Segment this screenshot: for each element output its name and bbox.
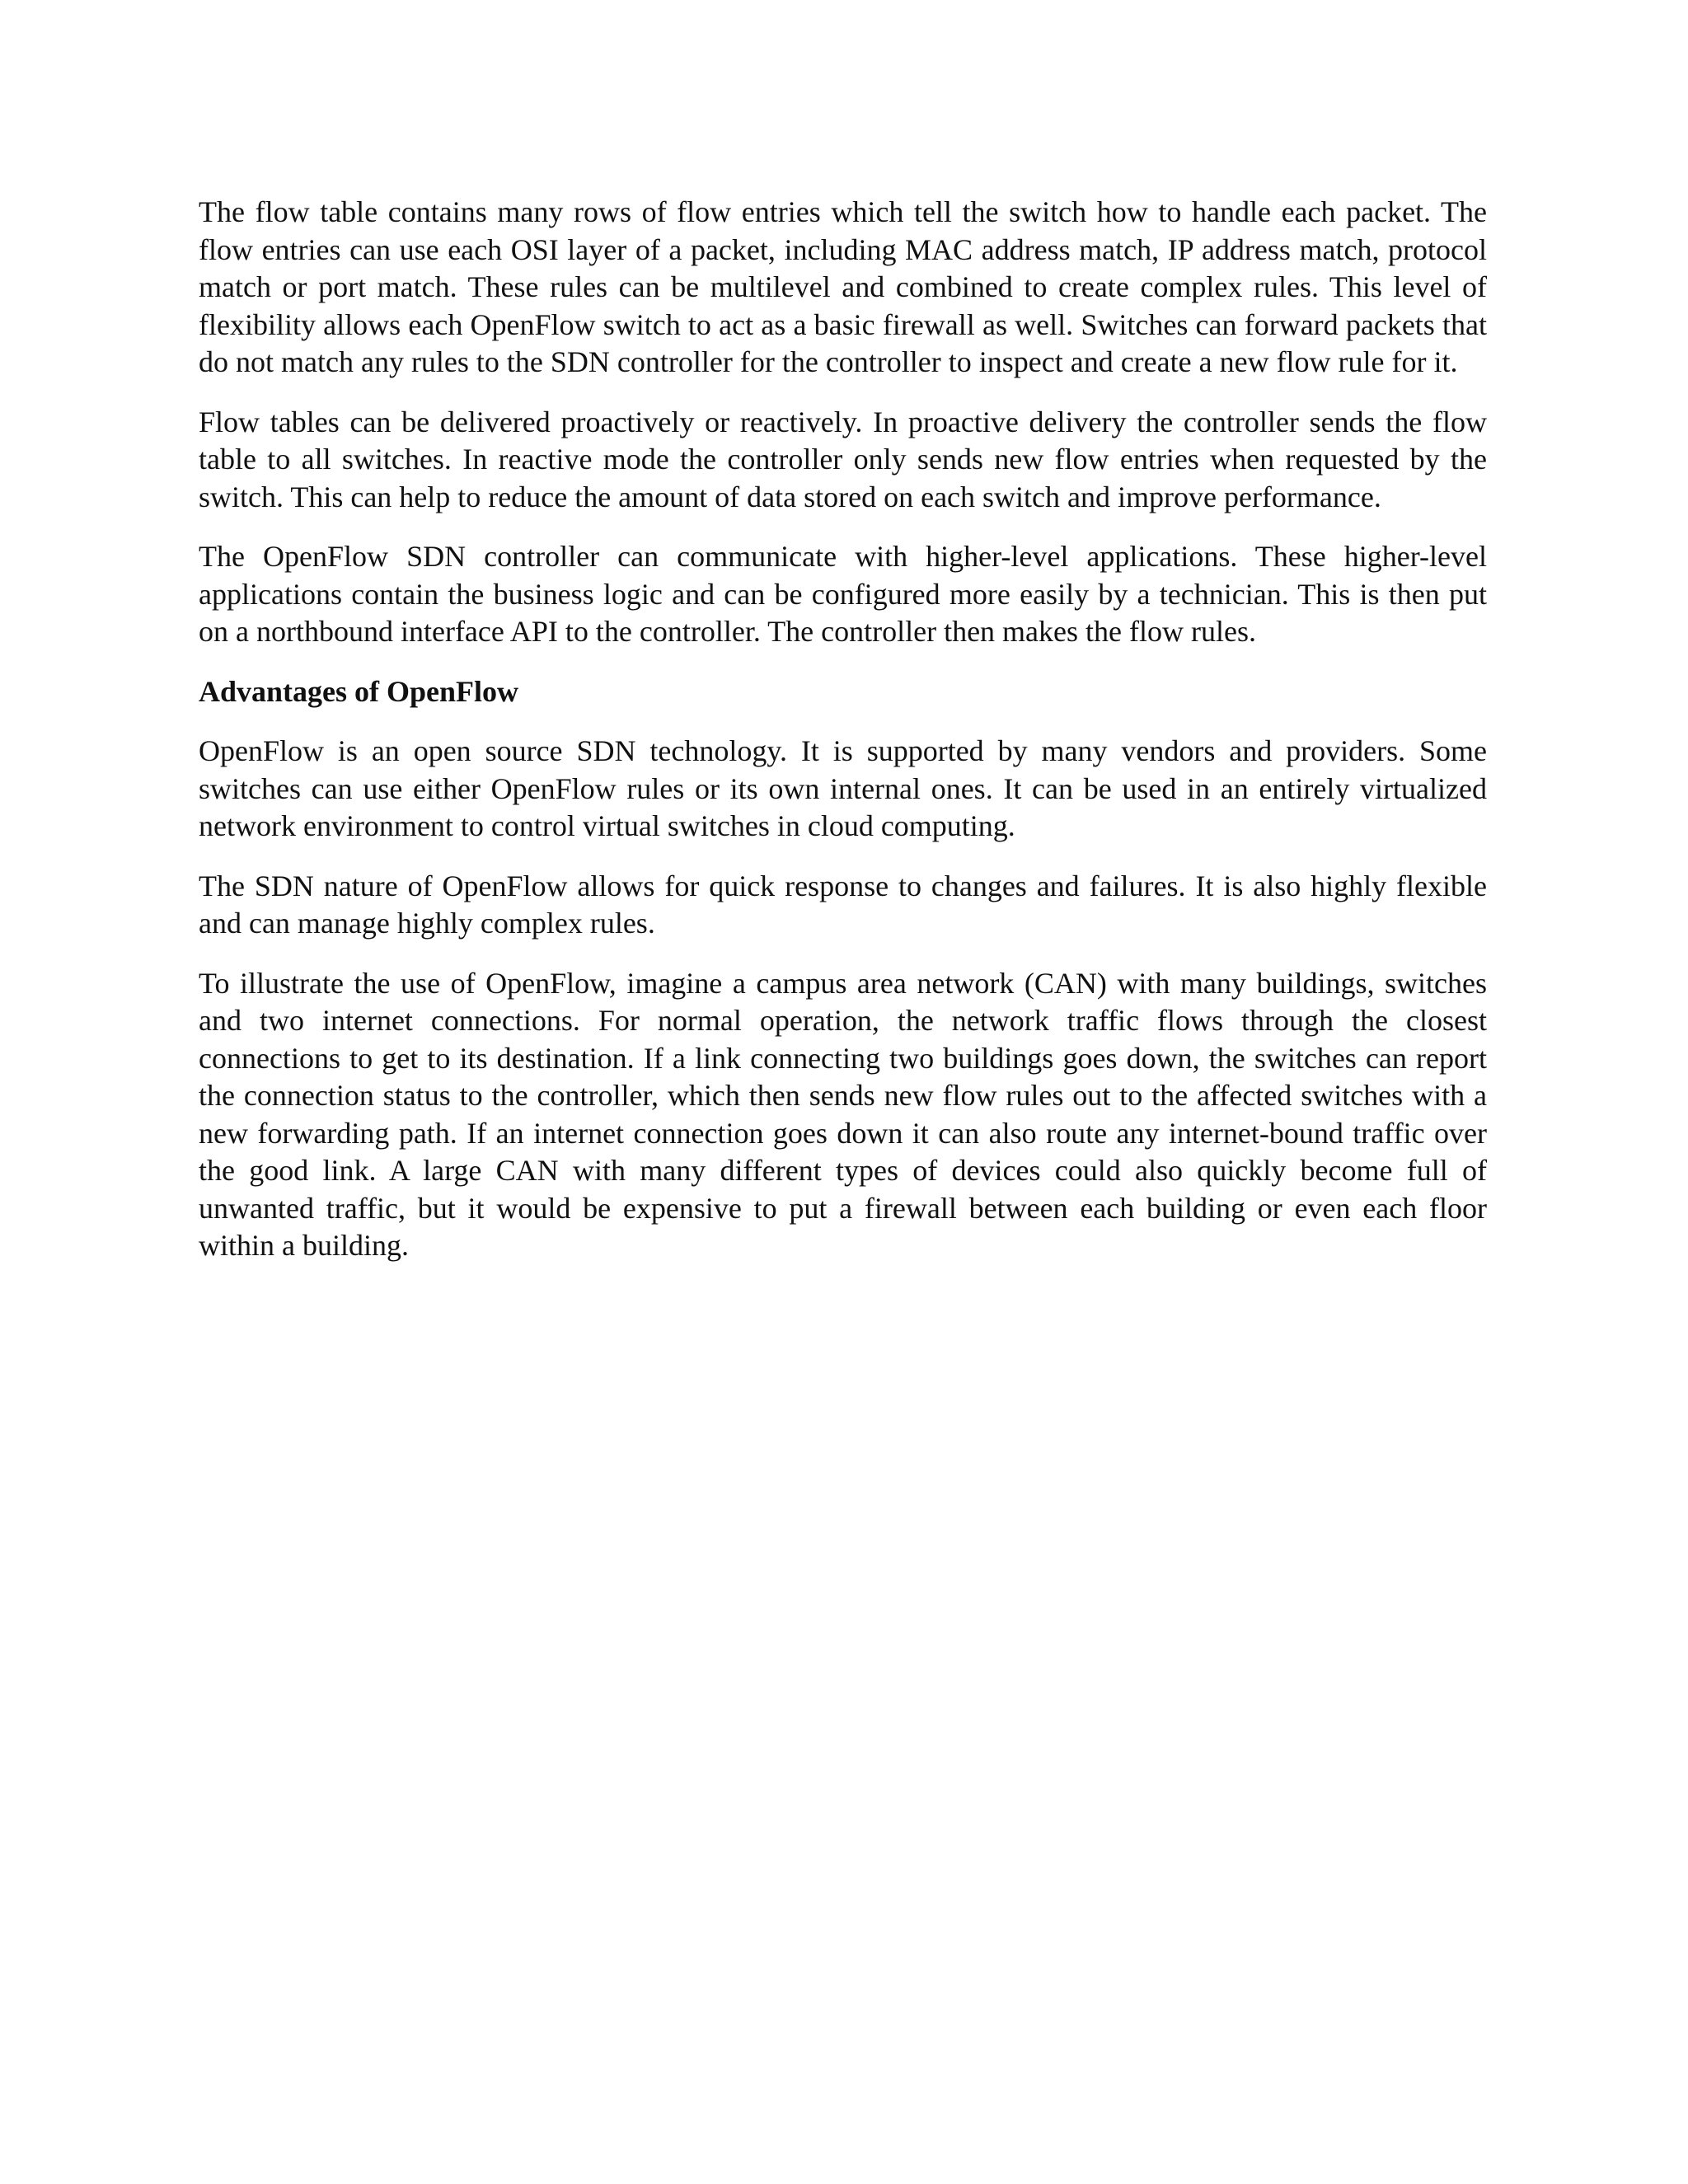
section-heading: Advantages of OpenFlow bbox=[199, 674, 519, 708]
paragraph-sdn-nature: The SDN nature of OpenFlow allows for quick response to changes and failures. It is also highly flexible and can manage highly complex rules. bbox=[199, 869, 1487, 940]
paragraph-sdn-controller: The OpenFlow SDN controller can communicate with higher-level applications. These higher-level applications contain the business logic and can be configured more easily by a technician. This is then put on a northbound interface API to the controller. The controller then makes the flow rules. bbox=[199, 540, 1487, 648]
paragraph-flow-delivery: Flow tables can be delivered proactively or reactively. In proactive delivery the controller sends the flow table to all switches. In reactive mode the controller only sends new flow entries when requested by the switch. This can help to reduce the amount of data stored on each switch and improve performance. bbox=[199, 405, 1487, 513]
paragraph-campus-example: To illustrate the use of OpenFlow, imagine a campus area network (CAN) with many buildings, switches and two internet connections. For normal operation, the network traffic flows through the closest connections to get to its destination. If a link connecting two buildings goes down, the switches can report the connection status to the controller, which then sends new flow rules out to the affected switches with a new forwarding path. If an internet connection goes down it can also route any internet-bound traffic over the good link. A large CAN with many different types of devices could also quickly become full of unwanted traffic, but it would be expensive to put a firewall between each building or even each floor within a building. bbox=[199, 966, 1487, 1262]
paragraph-open-source: OpenFlow is an open source SDN technology. It is supported by many vendors and providers. Some switches can use either OpenFlow rules or its own internal ones. It can be used in an entirely virtualized network environment to control virtual switches in cloud computing. bbox=[199, 734, 1487, 842]
paragraph-flow-table: The flow table contains many rows of flow entries which tell the switch how to handle each packet. The flow entries can use each OSI layer of a packet, including MAC address match, IP address match, protocol match or port match. These rules can be multilevel and combined to create complex rules. This level of flexibility allows each OpenFlow switch to act as a basic firewall as well. Switches can forward packets that do not match any rules to the SDN controller for the controller to inspect and create a new flow rule for it. bbox=[199, 195, 1487, 378]
document-body bbox=[199, 194, 1487, 1287]
